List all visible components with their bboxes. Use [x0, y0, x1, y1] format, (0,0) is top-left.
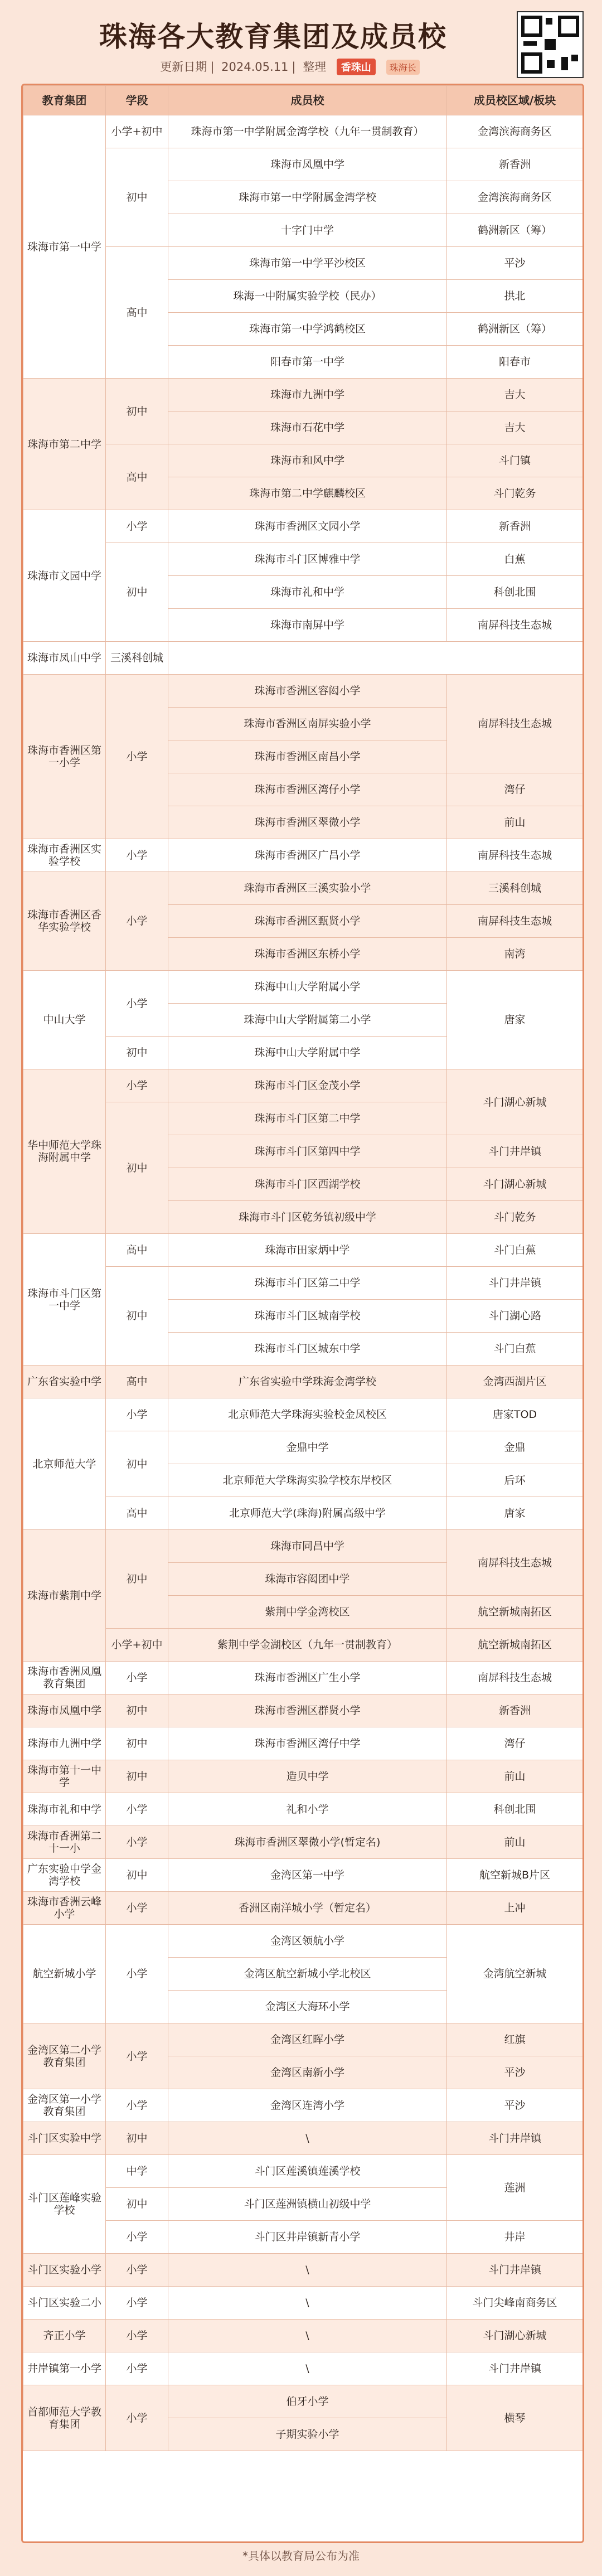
- qr-code-icon: [517, 11, 584, 78]
- region-cell: 科创北围: [447, 576, 583, 609]
- header-region: 成员校区域/板块: [447, 86, 583, 115]
- stage-cell: 初中: [106, 543, 168, 642]
- region-cell: 前山: [447, 806, 583, 839]
- region-cell: 斗门井岸镇: [447, 2352, 583, 2385]
- group-cell: 珠海市香洲区实验学校: [23, 839, 106, 872]
- table-row: [23, 1398, 583, 1431]
- school-cell: 珠海市香洲区湾仔小学: [168, 773, 447, 806]
- school-cell: 珠海市香洲区湾仔中学: [168, 1727, 447, 1760]
- school-cell: \: [168, 2287, 447, 2320]
- group-cell: 珠海市斗门区第一中学: [23, 1234, 106, 1366]
- table-row: [23, 1431, 583, 1464]
- school-cell: 珠海市香洲区广生小学: [168, 1662, 447, 1694]
- table-row: [23, 115, 583, 148]
- header-school: 成员校: [168, 86, 447, 115]
- school-cell: 造贝中学: [168, 1760, 447, 1793]
- stage-cell: 小学+初中: [106, 115, 168, 148]
- stage-cell: 初中: [106, 1102, 168, 1234]
- region-cell: 南屏科技生态城: [447, 1530, 583, 1596]
- school-cell: 珠海市香洲区南昌小学: [168, 740, 447, 773]
- school-cell: 珠海市第二中学麒麟校区: [168, 477, 447, 510]
- stage-cell: 初中: [106, 1727, 168, 1760]
- region-cell: 南屏科技生态城: [447, 675, 583, 773]
- stage-cell: 小学+初中: [106, 1629, 168, 1662]
- region-cell: 吉大: [447, 379, 583, 411]
- table-row: [23, 2352, 583, 2385]
- school-cell: 珠海市石花中学: [168, 411, 447, 444]
- school-cell: 北京师范大学珠海实验学校东岸校区: [168, 1464, 447, 1497]
- school-cell: 北京师范大学珠海实验校金凤校区: [168, 1398, 447, 1431]
- table-row: [23, 2155, 583, 2188]
- region-cell: 斗门湖心新城: [447, 1069, 583, 1135]
- region-cell: 斗门井岸镇: [447, 2122, 583, 2155]
- region-cell: 吉大: [447, 411, 583, 444]
- region-cell: 南屏科技生态城: [447, 1662, 583, 1694]
- region-cell: 平沙: [447, 2056, 583, 2089]
- stage-cell: 初中: [106, 1694, 168, 1727]
- school-cell: 金湾区大海环小学: [168, 1991, 447, 2023]
- group-cell: 斗门区实验二小: [23, 2287, 106, 2320]
- group-cell: 金湾区第一小学教育集团: [23, 2089, 106, 2122]
- table-row: [23, 148, 583, 181]
- group-cell: 斗门区莲峰实验学校: [23, 2155, 106, 2254]
- school-cell: 珠海市香洲区文园小学: [168, 510, 447, 543]
- region-cell: 新香洲: [447, 1694, 583, 1727]
- table-row: [23, 2320, 583, 2352]
- stage-cell: 小学: [106, 2287, 168, 2320]
- group-cell: 广东实验中学金湾学校: [23, 1859, 106, 1892]
- region-cell: 航空新城B片区: [447, 1859, 583, 1892]
- school-cell: 珠海市九洲中学: [168, 379, 447, 411]
- update-line: 更新日期 | 2024.05.11 | 整理 香珠山 珠海长: [95, 58, 485, 75]
- table-row: [23, 1069, 583, 1102]
- stage-cell: 小学: [106, 2385, 168, 2451]
- table-row: [23, 543, 583, 576]
- table-row: [23, 2221, 583, 2254]
- region-cell: 南屏科技生态城: [447, 609, 583, 642]
- region-cell: 前山: [447, 1760, 583, 1793]
- table-row: [23, 379, 583, 411]
- school-cell: 珠海市第一中学平沙校区: [168, 247, 447, 280]
- table-row: [23, 971, 583, 1004]
- group-cell: 斗门区实验中学: [23, 2122, 106, 2155]
- group-cell: 斗门区实验小学: [23, 2254, 106, 2287]
- table-row: [23, 1793, 583, 1826]
- page-title: 珠海各大教育集团及成员校: [99, 21, 447, 53]
- school-cell: 珠海市香洲区三溪实验小学: [168, 872, 447, 905]
- region-cell: 阳春市: [447, 346, 583, 379]
- school-cell: 金湾区航空新城小学北校区: [168, 1958, 447, 1991]
- table-row: [23, 1925, 583, 1958]
- region-cell: 三溪科创城: [447, 872, 583, 905]
- region-cell: 斗门白蕉: [447, 1333, 583, 1366]
- school-cell: 金湾区第一中学: [168, 1859, 447, 1892]
- stage-cell: 小学: [106, 1398, 168, 1431]
- school-cell: 珠海市第一中学附属金湾学校: [168, 181, 447, 214]
- stage-cell: 小学: [106, 2254, 168, 2287]
- stage-cell: 小学: [106, 1892, 168, 1925]
- stage-cell: 初中: [106, 1859, 168, 1892]
- stage-cell: 小学: [106, 2320, 168, 2352]
- group-cell: 珠海市第一中学: [23, 115, 106, 379]
- region-cell: 斗门湖心新城: [447, 1168, 583, 1201]
- region-cell: 斗门尖峰南商务区: [447, 2287, 583, 2320]
- school-cell: \: [168, 2122, 447, 2155]
- group-cell: 珠海市香洲区第一小学: [23, 675, 106, 839]
- stage-cell: 高中: [106, 1234, 168, 1267]
- group-cell: 齐正小学: [23, 2320, 106, 2352]
- region-cell: 唐家TOD: [447, 1398, 583, 1431]
- school-cell: 紫荆中学金湾校区: [168, 1596, 447, 1629]
- stage-cell: 小学: [106, 1925, 168, 2023]
- table-row: [23, 1694, 583, 1727]
- table-header-row: [23, 86, 583, 115]
- school-cell: 斗门区井岸镇新青小学: [168, 2221, 447, 2254]
- stage-cell: 小学: [106, 2089, 168, 2122]
- group-cell: 中山大学: [23, 971, 106, 1069]
- group-cell: 华中师范大学珠海附属中学: [23, 1069, 106, 1234]
- school-cell: 金湾区红晖小学: [168, 2023, 447, 2056]
- table-row: [23, 1662, 583, 1694]
- region-cell: 南湾: [447, 938, 583, 971]
- school-cell: 珠海市香洲区翠微小学(暂定名): [168, 1826, 447, 1859]
- stage-cell: 小学: [106, 1069, 168, 1102]
- table-row: [23, 1727, 583, 1760]
- group-cell: 珠海市香洲凤凰教育集团: [23, 1662, 106, 1694]
- table-row: [23, 1530, 583, 1563]
- region-cell: 井岸: [447, 2221, 583, 2254]
- group-cell: 珠海市凤凰中学: [23, 1694, 106, 1727]
- school-cell: 珠海市斗门区城南学校: [168, 1300, 447, 1333]
- table-row: [23, 510, 583, 543]
- region-cell: 前山: [447, 1826, 583, 1859]
- page-header: [0, 0, 602, 84]
- region-cell: 三溪科创城: [106, 642, 168, 675]
- stage-cell: 初中: [106, 1530, 168, 1629]
- region-cell: 金湾西湖片区: [447, 1366, 583, 1398]
- school-cell: 阳春市第一中学: [168, 346, 447, 379]
- stage-cell: 高中: [106, 1497, 168, 1530]
- table-row: [23, 1826, 583, 1859]
- group-cell: 井岸镇第一小学: [23, 2352, 106, 2385]
- school-table-card: [21, 84, 584, 2543]
- school-cell: 珠海市和风中学: [168, 444, 447, 477]
- school-cell: 珠海中山大学附属中学: [168, 1037, 447, 1069]
- school-cell: 金湾区连湾小学: [168, 2089, 447, 2122]
- brand-tag: 珠海长: [386, 60, 420, 75]
- update-label: 更新日期: [160, 60, 207, 74]
- header-stage: 学段: [106, 86, 168, 115]
- school-cell: 紫荆中学金湖校区（九年一贯制教育）: [168, 1629, 447, 1662]
- school-cell: 珠海市香洲区甄贤小学: [168, 905, 447, 938]
- region-cell: 斗门湖心新城: [447, 2320, 583, 2352]
- group-cell: 北京师范大学: [23, 1398, 106, 1530]
- school-cell: 珠海市田家炳中学: [168, 1234, 447, 1267]
- table-row: [23, 247, 583, 280]
- school-cell: 斗门区莲溪镇莲溪学校: [168, 2155, 447, 2188]
- region-cell: 斗门乾务: [447, 1201, 583, 1234]
- stage-cell: 小学: [106, 510, 168, 543]
- stage-cell: 初中: [106, 379, 168, 444]
- table-row: [23, 1234, 583, 1267]
- group-cell: 珠海市香洲第二十一小: [23, 1826, 106, 1859]
- school-cell: 珠海市香洲区群贤小学: [168, 1694, 447, 1727]
- region-cell: 新香洲: [447, 510, 583, 543]
- school-cell: 金湾区领航小学: [168, 1925, 447, 1958]
- region-cell: 湾仔: [447, 1727, 583, 1760]
- region-cell: 新香洲: [447, 148, 583, 181]
- region-cell: 斗门镇: [447, 444, 583, 477]
- region-cell: 斗门湖心路: [447, 1300, 583, 1333]
- group-cell: 珠海市九洲中学: [23, 1727, 106, 1760]
- table-row: [23, 1497, 583, 1530]
- group-cell: 珠海市第二中学: [23, 379, 106, 510]
- stage-cell: 小学: [106, 675, 168, 839]
- stage-cell: 小学: [106, 2352, 168, 2385]
- stage-cell: 初中: [106, 1267, 168, 1366]
- school-cell: 珠海市香洲区翠微小学: [168, 806, 447, 839]
- stage-cell: 高中: [106, 1366, 168, 1398]
- update-date: 2024.05.11: [221, 60, 289, 74]
- group-cell: 珠海市香洲区香华实验学校: [23, 872, 106, 971]
- stage-cell: 小学: [106, 2221, 168, 2254]
- region-cell: 斗门井岸镇: [447, 2254, 583, 2287]
- school-cell: 珠海市第一中学附属金湾学校（九年一贯制教育）: [168, 115, 447, 148]
- region-cell: 斗门井岸镇: [447, 1135, 583, 1168]
- stage-cell: 小学: [106, 872, 168, 971]
- school-cell: 珠海市容闳团中学: [168, 1563, 447, 1596]
- table-body: [23, 115, 583, 2451]
- school-cell: 珠海中山大学附属小学: [168, 971, 447, 1004]
- table-row: [23, 2254, 583, 2287]
- stage-cell: 中学: [106, 2155, 168, 2188]
- school-cell: 金湾区南新小学: [168, 2056, 447, 2089]
- region-cell: 南屏科技生态城: [447, 905, 583, 938]
- stage-cell: 高中: [106, 444, 168, 510]
- header-group: 教育集团: [23, 86, 106, 115]
- table-row: [23, 2287, 583, 2320]
- school-cell: 北京师范大学(珠海)附属高级中学: [168, 1497, 447, 1530]
- school-cell: 珠海市斗门区第二中学: [168, 1102, 447, 1135]
- school-cell: 珠海中山大学附属第二小学: [168, 1004, 447, 1037]
- editor-label: 整理: [303, 60, 327, 74]
- school-cell: 子期实验小学: [168, 2418, 447, 2451]
- stage-cell: 初中: [106, 1431, 168, 1497]
- stage-cell: 小学: [106, 839, 168, 872]
- table-row: [23, 2089, 583, 2122]
- region-cell: 横琴: [447, 2385, 583, 2451]
- school-cell: 珠海市斗门区西湖学校: [168, 1168, 447, 1201]
- group-cell: 珠海市文园中学: [23, 510, 106, 642]
- region-cell: 南屏科技生态城: [447, 839, 583, 872]
- school-cell: 伯牙小学: [168, 2385, 447, 2418]
- stage-cell: 初中: [106, 148, 168, 247]
- stage-cell: 小学: [106, 971, 168, 1037]
- group-cell: 珠海市第十一中学: [23, 1760, 106, 1793]
- school-cell: 珠海市香洲区南屏实验小学: [168, 708, 447, 740]
- group-cell: 首都师范大学教育集团: [23, 2385, 106, 2451]
- brand-logo: 香珠山: [337, 59, 376, 75]
- region-cell: 上冲: [447, 1892, 583, 1925]
- region-cell: 金湾航空新城: [447, 1925, 583, 2023]
- region-cell: 金鼎: [447, 1431, 583, 1464]
- region-cell: 科创北围: [447, 1793, 583, 1826]
- table-row: [23, 2122, 583, 2155]
- table-row: [23, 1892, 583, 1925]
- school-cell: 珠海市香洲区容闳小学: [168, 675, 447, 708]
- group-cell: 航空新城小学: [23, 1925, 106, 2023]
- school-cell: 珠海市香洲区广昌小学: [168, 839, 447, 872]
- stage-cell: 初中: [106, 2122, 168, 2155]
- group-cell: 珠海市香洲云峰小学: [23, 1892, 106, 1925]
- school-cell: 珠海市南屏中学: [168, 609, 447, 642]
- region-cell: 唐家: [447, 971, 583, 1069]
- table-row: [23, 1760, 583, 1793]
- school-cell: 珠海市香洲区东桥小学: [168, 938, 447, 971]
- region-cell: 斗门白蕉: [447, 1234, 583, 1267]
- region-cell: 斗门井岸镇: [447, 1267, 583, 1300]
- stage-cell: 小学: [106, 2023, 168, 2089]
- stage-cell: 小学: [106, 1826, 168, 1859]
- region-cell: 鹤洲新区（筹）: [447, 313, 583, 346]
- school-cell: 金鼎中学: [168, 1431, 447, 1464]
- stage-cell: 高中: [106, 247, 168, 379]
- school-cell: \: [168, 2320, 447, 2352]
- table-row: [23, 839, 583, 872]
- stage-cell: 小学: [106, 1662, 168, 1694]
- table-row: [23, 2023, 583, 2056]
- school-cell: 广东省实验中学珠海金湾学校: [168, 1366, 447, 1398]
- table-row: [23, 642, 583, 675]
- group-cell: 珠海市紫荆中学: [23, 1530, 106, 1662]
- region-cell: 平沙: [447, 247, 583, 280]
- region-cell: 航空新城南拓区: [447, 1596, 583, 1629]
- school-table: [23, 85, 583, 2451]
- region-cell: 拱北: [447, 280, 583, 313]
- region-cell: 唐家: [447, 1497, 583, 1530]
- school-cell: 珠海市斗门区金茂小学: [168, 1069, 447, 1102]
- table-row: [23, 444, 583, 477]
- region-cell: 红旗: [447, 2023, 583, 2056]
- school-cell: \: [168, 2254, 447, 2287]
- table-row: [23, 1629, 583, 1662]
- school-cell: 珠海市第一中学鸿鹤校区: [168, 313, 447, 346]
- table-row: [23, 675, 583, 708]
- group-cell: 金湾区第二小学教育集团: [23, 2023, 106, 2089]
- stage-cell: 初中: [106, 1760, 168, 1793]
- school-cell: 珠海市礼和中学: [168, 576, 447, 609]
- stage-cell: 初中: [106, 1037, 168, 1069]
- group-cell: 珠海市礼和中学: [23, 1793, 106, 1826]
- table-row: [23, 872, 583, 905]
- school-cell: 斗门区莲洲镇横山初级中学: [168, 2188, 447, 2221]
- school-cell: 珠海市斗门区第二中学: [168, 1267, 447, 1300]
- region-cell: 金湾滨海商务区: [447, 115, 583, 148]
- region-cell: 航空新城南拓区: [447, 1629, 583, 1662]
- school-cell: \: [168, 2352, 447, 2385]
- table-row: [23, 1267, 583, 1300]
- school-cell: 珠海市斗门区乾务镇初级中学: [168, 1201, 447, 1234]
- school-cell: 珠海市斗门区第四中学: [168, 1135, 447, 1168]
- region-cell: 斗门乾务: [447, 477, 583, 510]
- region-cell: 鹤洲新区（筹）: [447, 214, 583, 247]
- stage-cell: 小学: [106, 1793, 168, 1826]
- table-row: [23, 1366, 583, 1398]
- region-cell: 湾仔: [447, 773, 583, 806]
- school-cell: 十字门中学: [168, 214, 447, 247]
- school-cell: 礼和小学: [168, 1793, 447, 1826]
- school-cell: 珠海一中附属实验学校（民办）: [168, 280, 447, 313]
- region-cell: 后环: [447, 1464, 583, 1497]
- region-cell: 白蕉: [447, 543, 583, 576]
- table-row: [23, 1859, 583, 1892]
- region-cell: 金湾滨海商务区: [447, 181, 583, 214]
- region-cell: 平沙: [447, 2089, 583, 2122]
- school-cell: 珠海市斗门区博雅中学: [168, 543, 447, 576]
- stage-cell: 初中: [106, 2188, 168, 2221]
- school-cell: 珠海市凤凰中学: [168, 148, 447, 181]
- table-row: [23, 2385, 583, 2418]
- school-cell: 珠海市凤山中学: [23, 642, 106, 675]
- group-cell: 广东省实验中学: [23, 1366, 106, 1398]
- region-cell: 莲洲: [447, 2155, 583, 2221]
- footer-note: *具体以教育局公布为准: [242, 2549, 360, 2563]
- school-cell: 珠海市斗门区城东中学: [168, 1333, 447, 1366]
- school-cell: 珠海市同昌中学: [168, 1530, 447, 1563]
- school-cell: 香洲区南洋城小学（暂定名）: [168, 1892, 447, 1925]
